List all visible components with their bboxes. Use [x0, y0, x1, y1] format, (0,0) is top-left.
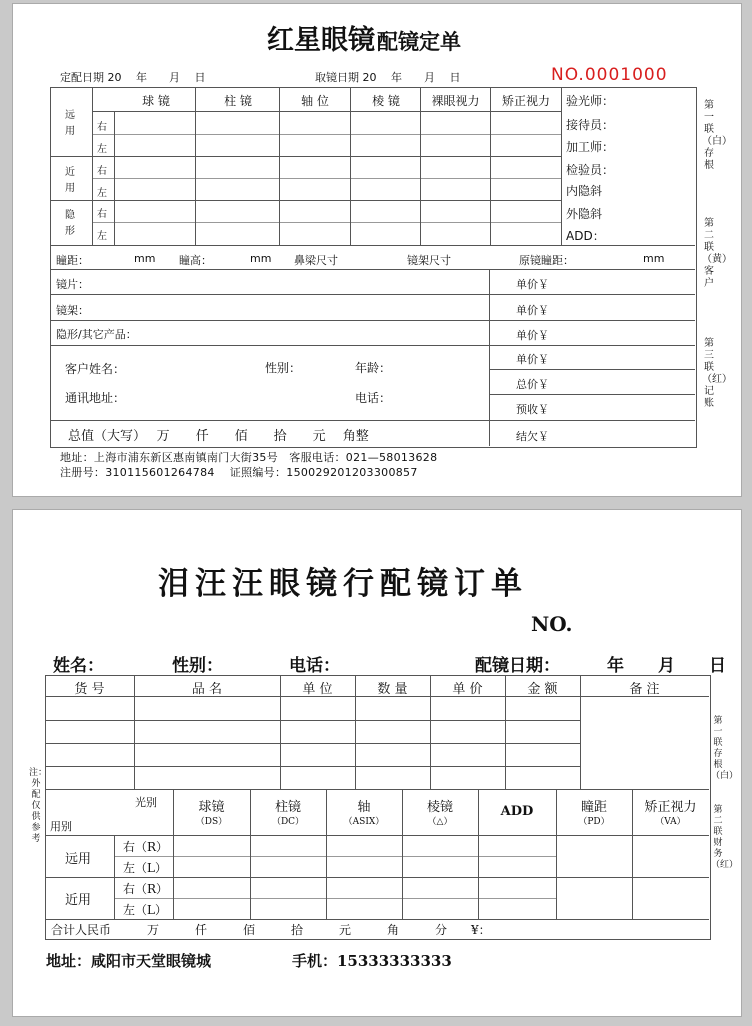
col-item-no: 货 号	[74, 682, 105, 697]
col-cylinder: 柱 镜	[224, 94, 252, 108]
col-prism: 棱 镜	[372, 94, 400, 108]
date-label: 配镜日期：	[475, 656, 560, 676]
eye-right: 右	[97, 122, 107, 133]
shop-address: 地址：咸阳市天堂眼镜城	[46, 952, 212, 970]
height-label: 瞳高：	[179, 254, 212, 267]
copy-label-2: 第二联财务（红）	[711, 805, 739, 870]
col-sphere-unit: （DS）	[195, 817, 228, 827]
frame-label: 镜架：	[56, 304, 89, 317]
date-parts: 年 月 日	[607, 656, 726, 676]
col-sphere: 球 镜	[142, 94, 170, 108]
bridge-size: 鼻梁尺寸	[294, 254, 338, 267]
pickup-date: 取镜日期 20 年 月 日	[315, 71, 461, 84]
col-unit: 单 位	[302, 682, 333, 697]
copy-label-3: 第三联（红）记账	[702, 338, 732, 409]
rx-corner-bottom: 用别	[50, 820, 72, 833]
col-corrected-va: 矫正视力	[644, 800, 697, 815]
copy-label-1: 第一联存根（白）	[711, 716, 739, 781]
gender-label: 性别：	[172, 656, 223, 676]
eye-left: 左	[97, 144, 107, 155]
staff-receptionist: 接待员：	[566, 118, 615, 132]
price-lens: 单价￥	[516, 278, 549, 291]
pd-label: 瞳距：	[56, 254, 89, 267]
customer-address: 通讯地址：	[65, 391, 126, 405]
customer-age: 年龄：	[355, 361, 392, 375]
eye-right: 右	[97, 209, 107, 220]
col-va-unit: （VA）	[655, 817, 686, 827]
staff-optometrist: 验光师：	[566, 94, 615, 108]
group-distance: 远用	[65, 852, 92, 867]
col-pd-unit: （PD）	[578, 817, 610, 827]
col-amount: 金 额	[527, 682, 558, 697]
col-pd: 瞳距	[580, 800, 607, 815]
footer-address: 地址：上海市浦东新区惠南镇南门大街35号 客服电话：021—58013628	[60, 451, 438, 464]
order-date: 定配日期 20 年 月 日	[60, 71, 206, 84]
col-quantity: 数 量	[377, 682, 408, 697]
customer-phone: 电话：	[355, 391, 392, 405]
col-cylinder: 柱镜	[274, 800, 301, 815]
group-contact: 隐形	[65, 210, 75, 237]
customer-gender: 性别：	[265, 361, 302, 375]
eye-left: 左（L）	[123, 903, 167, 917]
price-contact: 单价￥	[516, 329, 549, 342]
footer-registration: 注册号：310115601264784 证照编号：150029201203300857	[60, 466, 418, 479]
order-form-leiwangwang	[12, 509, 742, 1017]
name-label: 姓名：	[53, 656, 104, 676]
price-other: 单价￥	[516, 353, 549, 366]
col-prism-unit: （△）	[427, 817, 453, 827]
staff-processor: 加工师：	[566, 140, 615, 154]
price-balance: 结欠￥	[516, 430, 549, 443]
col-unit-price: 单 价	[452, 682, 483, 697]
eye-right: 右（R）	[123, 840, 169, 854]
eye-right: 右	[97, 166, 107, 177]
order-number: NO.0001000	[551, 65, 668, 85]
col-product: 品 名	[191, 682, 223, 697]
price-total: 总价￥	[516, 378, 549, 391]
pd-unit: mm	[134, 252, 156, 265]
total-in-words: 总值（大写） 万 仟 佰 拾 元 角整	[68, 429, 369, 444]
col-sphere: 球镜	[198, 800, 225, 815]
copy-label-2: 第二联（黄）客户	[702, 218, 732, 289]
group-distance: 远用	[65, 110, 75, 137]
order-form-hongxing	[12, 3, 742, 497]
group-near: 近用	[65, 167, 75, 194]
exophoria: 外隐斜	[566, 207, 603, 221]
form-title: 泪汪汪眼镜行配镜订单	[158, 566, 528, 602]
col-corrected-va: 矫正视力	[501, 94, 550, 108]
col-add: ADD	[500, 804, 534, 819]
eye-right: 右（R）	[123, 882, 169, 896]
col-axis-unit: （ASIX）	[343, 817, 385, 827]
col-remarks: 备 注	[629, 682, 660, 697]
rx-corner-top: 光别	[135, 796, 157, 809]
shop-mobile: 手机：15333333333	[292, 952, 452, 970]
group-near: 近用	[65, 893, 92, 908]
orig-pd-unit: mm	[643, 252, 665, 265]
frame-size: 镜架尺寸	[407, 254, 451, 267]
phone-label: 电话：	[289, 656, 340, 676]
customer-name: 客户姓名：	[65, 362, 126, 376]
side-note: 注：外配仅供参考	[29, 768, 48, 844]
eye-left: 左（L）	[123, 861, 167, 875]
lens-label: 镜片：	[56, 278, 89, 291]
esophoria: 内隐斜	[566, 184, 603, 198]
copy-label-1: 第一联（白）存根	[702, 100, 732, 171]
col-prism: 棱镜	[426, 800, 453, 815]
col-axis: 轴	[357, 800, 371, 815]
order-number-label: NO.	[531, 612, 573, 636]
eye-left: 左	[97, 188, 107, 199]
eye-left: 左	[97, 231, 107, 242]
orig-pd: 原镜瞳距：	[519, 254, 574, 267]
price-frame: 单价￥	[516, 304, 549, 317]
col-cylinder-unit: （DC）	[271, 817, 305, 827]
price-prepaid: 预收￥	[516, 403, 549, 416]
staff-inspector: 检验员：	[566, 163, 615, 177]
add-value: ADD：	[566, 229, 605, 243]
contact-other-label: 隐形/其它产品：	[56, 328, 137, 341]
col-naked-va: 裸眼视力	[431, 94, 480, 108]
height-unit: mm	[250, 252, 272, 265]
form-title: 红星眼镜配镜定单	[267, 25, 461, 56]
total-rmb: 合计人民币 万 仟 佰 拾 元 角 分 ¥：	[51, 923, 491, 937]
col-axis: 轴 位	[301, 94, 329, 108]
